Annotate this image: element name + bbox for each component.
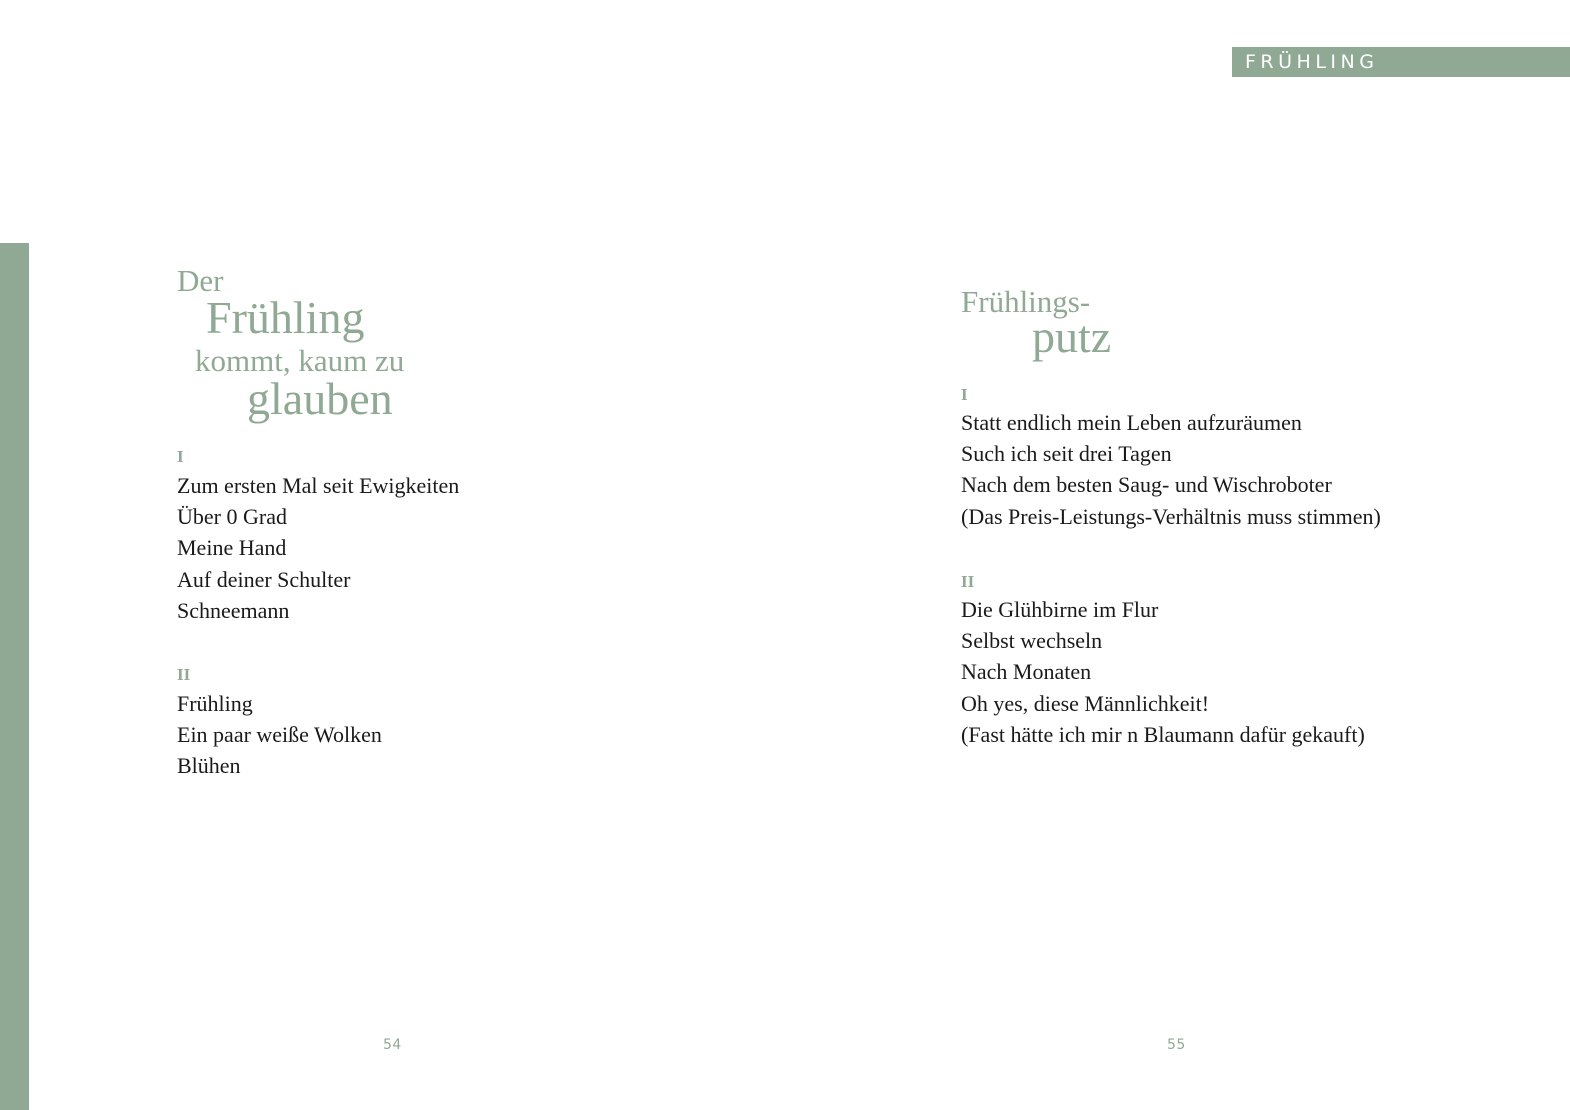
poem-line: Oh yes, diese Männlichkeit!	[961, 690, 1210, 716]
poem-line: Ein paar weiße Wolken	[177, 722, 382, 748]
poem-line: Schneemann	[177, 597, 290, 623]
right-stanza-1-marker: I	[961, 385, 968, 404]
left-title-line-2: Frühling	[206, 292, 365, 343]
poem-line: Auf deiner Schulter	[177, 566, 351, 592]
left-accent-bar	[0, 243, 29, 1110]
right-stanza-1	[961, 407, 1381, 532]
poem-line: (Fast hätte ich mir n Blaumann dafür gekauft)	[961, 721, 1365, 747]
section-tab: FRÜHLING	[1232, 47, 1570, 77]
left-stanza-1-marker: I	[177, 447, 184, 466]
poem-line: Selbst wechseln	[961, 628, 1103, 654]
poem-line: Zum ersten Mal seit Ewigkeiten	[177, 473, 460, 498]
poem-line: Such ich seit drei Tagen	[961, 441, 1172, 467]
page-number-left: 54	[383, 1037, 402, 1053]
right-stanza-2-marker: II	[961, 572, 975, 591]
poem-line: Frühling	[177, 691, 253, 716]
right-title-line-2: putz	[1032, 311, 1112, 362]
right-title-line-1: Frühlings-	[961, 284, 1091, 319]
poem-line: Meine Hand	[177, 535, 287, 561]
poem-line: Die Glühbirne im Flur	[961, 597, 1159, 622]
poem-line: Statt endlich mein Leben aufzuräumen	[961, 410, 1302, 435]
poem-line: Nach dem besten Saug- und Wischroboter	[961, 472, 1332, 498]
left-stanza-2-marker: II	[177, 665, 191, 684]
poem-line: Nach Monaten	[961, 659, 1092, 685]
left-stanza-2	[177, 688, 382, 782]
poem-line: Über 0 Grad	[177, 504, 287, 530]
right-stanza-2	[961, 594, 1365, 750]
page-number-right: 55	[1167, 1037, 1186, 1053]
left-stanza-1	[177, 470, 459, 626]
left-title-line-3: kommt, kaum zu	[195, 343, 405, 378]
poem-line: Blühen	[177, 753, 241, 779]
left-title-line-4: glauben	[247, 373, 393, 424]
left-title-line-1: Der	[177, 263, 224, 298]
poem-line: (Das Preis-Leistungs-Verhältnis muss stimmen)	[961, 503, 1381, 529]
